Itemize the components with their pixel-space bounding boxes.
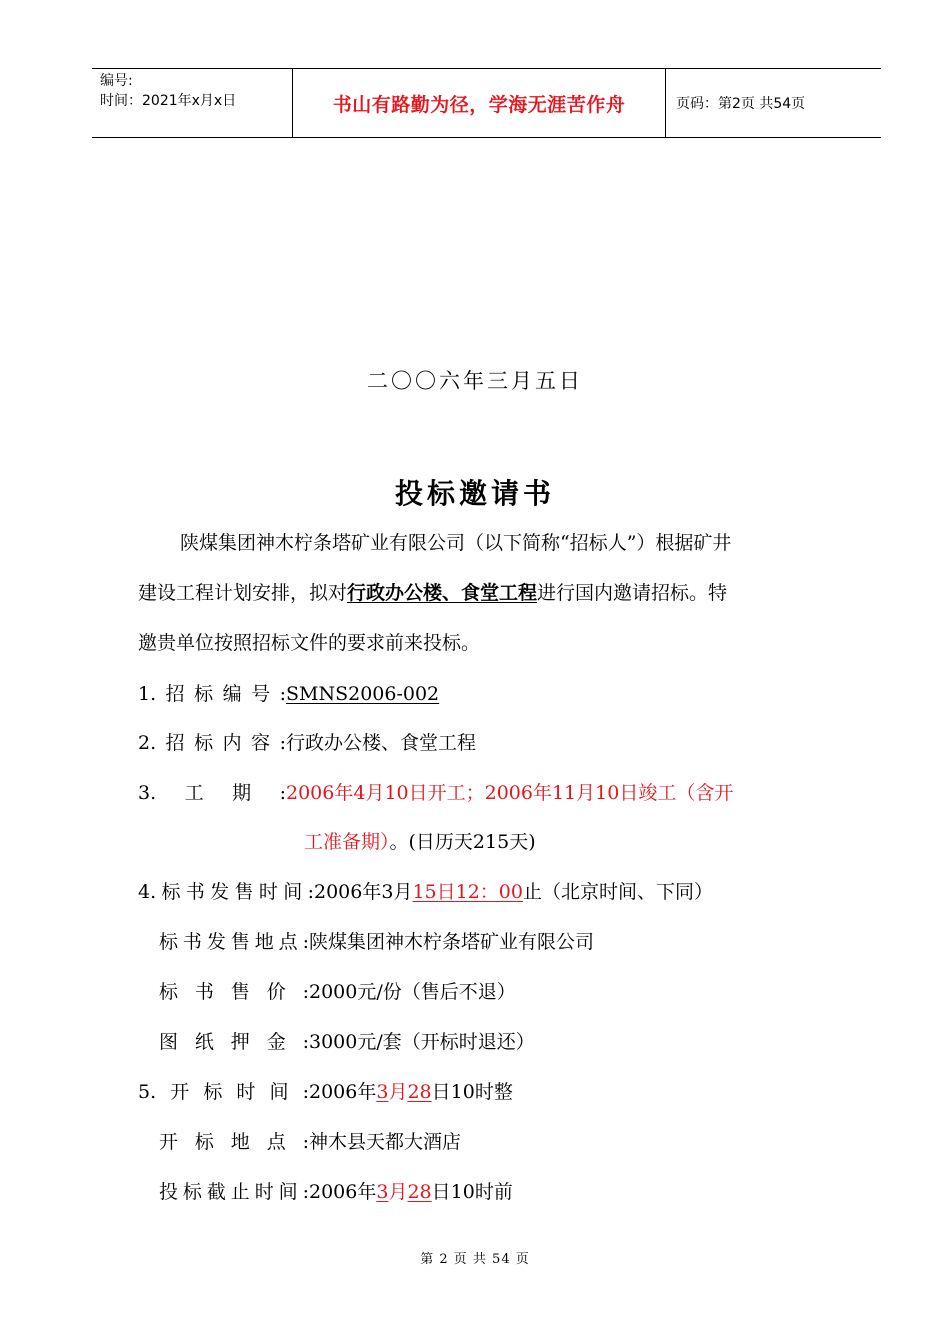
header-page-info: 页码：第2页 共54页: [676, 96, 806, 112]
deposit-label: 图纸押金:: [159, 1031, 309, 1053]
time-label: 时间：2021年x月x日: [100, 93, 237, 109]
item-open-time: [138, 1077, 513, 1104]
open-place-label: 开标地点:: [159, 1131, 309, 1153]
deadline-label: 投标截止时间:: [159, 1181, 309, 1203]
open-time-month: 3: [376, 1081, 389, 1103]
intro-line-3: 邀贵单位按照招标文件的要求前来投标。: [138, 632, 481, 654]
period-value-rest: 。(日历天215天): [389, 831, 536, 853]
period-label: 3.工期:: [138, 782, 286, 804]
bid-content-value: 行政办公楼、食堂工程: [286, 732, 477, 754]
sale-time-label: 4.标书发售时间:: [138, 881, 314, 903]
deadline-day: 28: [407, 1181, 432, 1203]
intro-line-2-post: 进行国内邀请招标。特: [537, 582, 728, 604]
open-time-mid: 月: [388, 1081, 408, 1103]
sale-time-post: 止（北京时间、下同）: [522, 881, 713, 903]
serial-label: 编号:: [100, 73, 133, 89]
open-time-label: 5.开标时间:: [138, 1081, 309, 1103]
project-name: 行政办公楼、食堂工程: [347, 582, 538, 604]
item-sale-time: [138, 877, 713, 904]
deadline-pre: 2006年: [309, 1181, 377, 1203]
item-period-cont: [304, 827, 536, 854]
intro-line-2: [138, 578, 727, 605]
bid-number-value: SMNS2006-002: [286, 683, 440, 705]
sale-place-value: 陕煤集团神木柠条塔矿业有限公司: [309, 931, 595, 953]
item-deadline: [159, 1177, 513, 1204]
intro-line-2-pre: 建设工程计划安排，拟对: [138, 582, 348, 604]
open-time-day: 28: [407, 1081, 432, 1103]
price-label: 标书售价:: [159, 981, 309, 1003]
sale-time-red: 15日12：00: [412, 881, 523, 903]
item-deposit: [159, 1027, 535, 1054]
price-value: 2000元/份（售后不退）: [309, 981, 516, 1003]
page-footer: 第 2 页 共 54 页: [420, 1252, 530, 1267]
intro-line-1: 陕煤集团神木柠条塔矿业有限公司（以下简称“招标人”）根据矿井: [180, 532, 732, 554]
sale-time-pre: 2006年3月: [314, 881, 413, 903]
open-place-value: 神木县天都大酒店: [309, 1131, 462, 1153]
item-price: [159, 977, 516, 1004]
period-value-red: 工准备期）: [304, 831, 390, 853]
header-motto: 书山有路勤为径，学海无涯苦作舟: [292, 69, 666, 137]
bid-number-label: 1.招标编号:: [138, 683, 286, 705]
document-title: 投标邀请书: [394, 477, 555, 510]
deadline-month: 3: [376, 1181, 389, 1203]
item-open-place: [159, 1127, 461, 1154]
document-date: 二〇〇六年三月五日: [367, 369, 583, 393]
item-period: [138, 778, 733, 805]
bid-content-label: 2.招标内容:: [138, 732, 286, 754]
sale-place-label: 标书发售地点:: [159, 931, 309, 953]
item-bid-number: [138, 679, 439, 706]
open-time-pre: 2006年: [309, 1081, 377, 1103]
open-time-post: 日10时整: [431, 1081, 513, 1103]
header-meta: [92, 69, 292, 137]
deposit-value: 3000元/套（开标时退还）: [309, 1031, 535, 1053]
item-bid-content: [138, 728, 476, 755]
item-sale-place: [159, 927, 594, 954]
deadline-post: 日10时前: [431, 1181, 513, 1203]
page-header: [92, 68, 881, 138]
deadline-mid: 月: [388, 1181, 408, 1203]
period-value-line-1: 2006年4月10日开工；2006年11月10日竣工（含开: [286, 782, 734, 804]
